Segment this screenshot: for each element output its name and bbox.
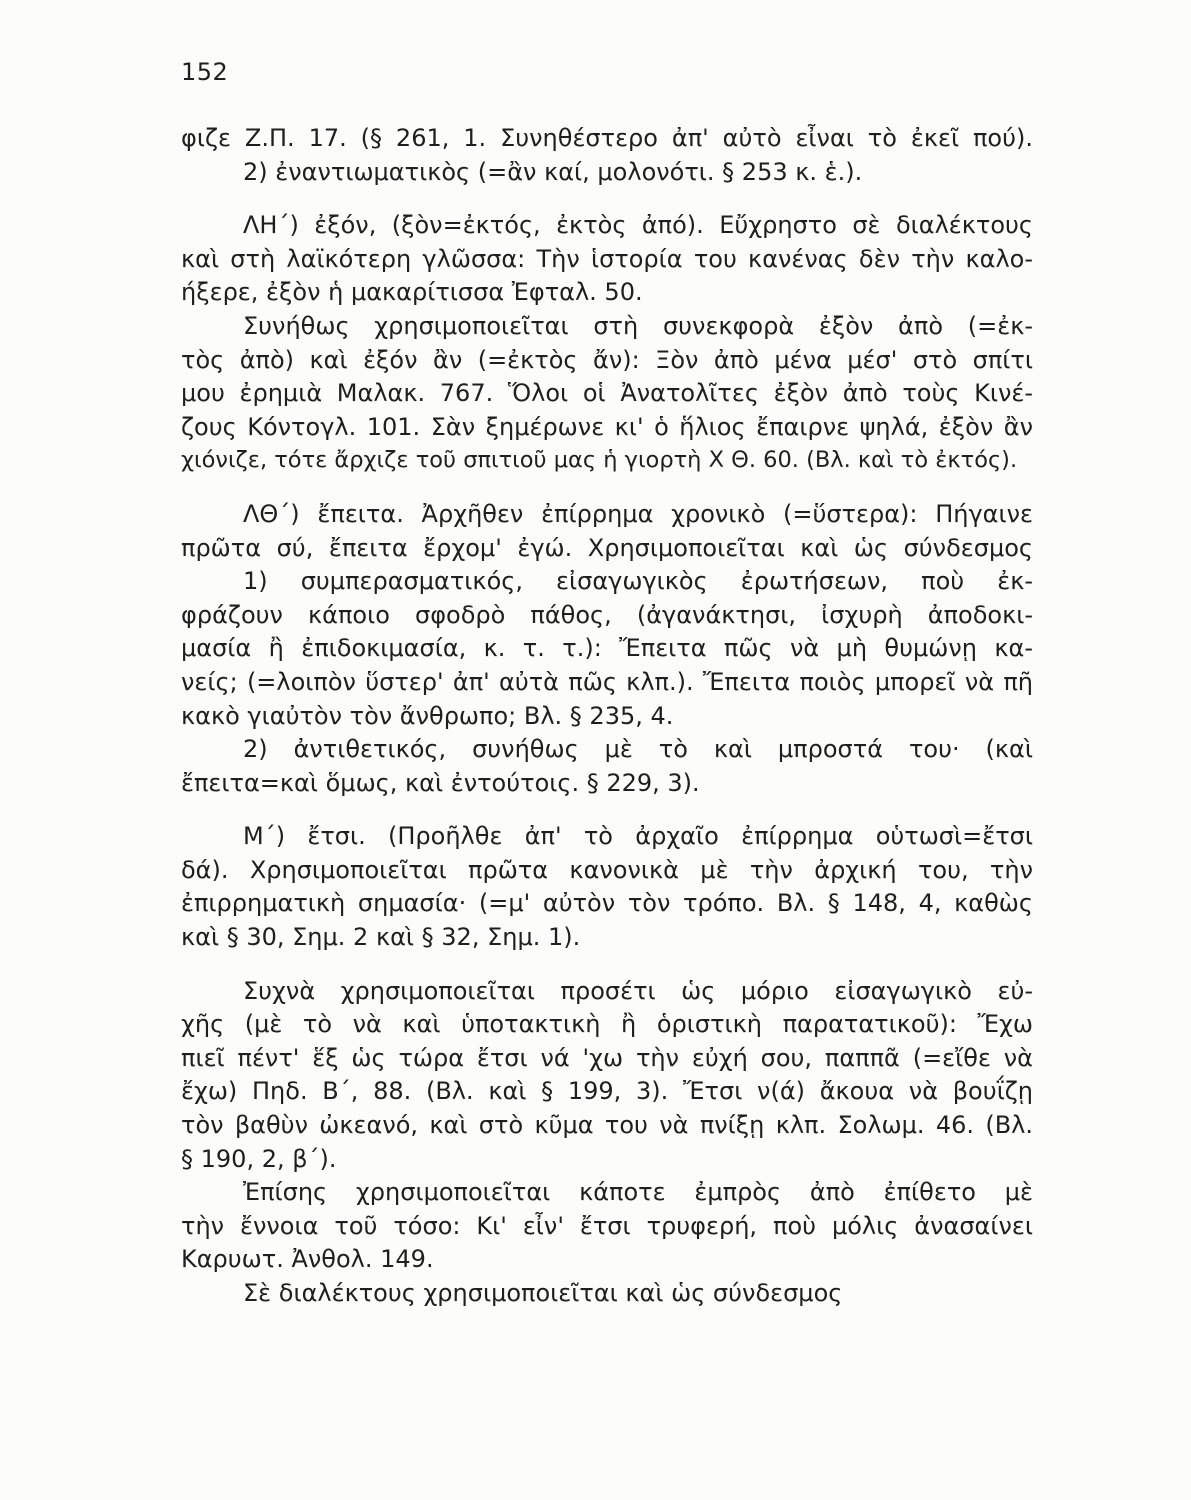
text-line: φράζουν κάποιο σφοδρὸ πάθος, (ἀγανάκτησι, ἰσχυρὴ ἀποδοκι- (181, 600, 1033, 629)
text-line: μασία ἢ ἐπιδοκιμασία, κ. τ. τ.): Ἔπειτα πῶς νὰ μὴ θυμώνῃ κα- (181, 634, 1033, 663)
text-line: καὶ § 30, Σημ. 2 καὶ § 32, Σημ. 1). (181, 923, 581, 952)
text-line: καὶ στὴ λαϊκότερη γλῶσσα: Τὴν ἱστορία του κανένας δὲν τὴν καλο- (181, 244, 1033, 273)
text-line: ΛΗ΄) ἐξόν, (ξὸν=ἐκτός, ἐκτὸς ἀπό). Εὔχρηστο σὲ διαλέκτους (243, 211, 1033, 240)
text-line: δά). Χρησιμοποιεῖται πρῶτα κανονικὰ μὲ τὴν ἀρχική του, τὴν (181, 855, 1033, 884)
text-line: Καρυωτ. Ἀνθολ. 149. (181, 1245, 434, 1274)
text-line: 2) ἀντιθετικός, συνήθως μὲ τὸ καὶ μπροστά του· (καὶ (243, 735, 1033, 764)
text-line: τὴν ἔννοια τοῦ τόσο: Κι' εἶν' ἔτσι τρυφερή, ποὺ μόλις ἀνασαίνει (181, 1211, 1033, 1240)
text-line: τὸς ἀπὸ) καὶ ἐξόν ἂν (=ἐκτὸς ἄν): Ξὸν ἀπὸ μένα μέσ' στὸ σπίτι (181, 345, 1033, 374)
text-line: 1) συμπερασματικός, εἰσαγωγικὸς ἐρωτήσεων, ποὺ ἐκ- (243, 567, 1033, 596)
text-line: πιεῖ πέντ' ἕξ ὡς τώρα ἔτσι νά 'χω τὴν εὐχή σου, παππᾶ (=εἴθε νὰ (181, 1043, 1033, 1072)
text-line: ήξερε, ἐξὸν ἡ μακαρίτισσα Ἐφταλ. 50. (181, 278, 643, 307)
text-line: μου ἐρημιὰ Μαλακ. 767. Ὅλοι οἱ Ἀνατολῖτες ἐξὸν ἀπὸ τοὺς Κινέ- (181, 379, 1033, 408)
text-line: νείς; (=λοιπὸν ὕστερ' ἀπ' αὐτὰ πῶς κλπ.). Ἔπειτα ποιὸς μπορεῖ νὰ πῆ (181, 667, 1033, 696)
text-line: Μ΄) ἔτσι. (Προῆλθε ἀπ' τὸ ἀρχαῖο ἐπίρρημα οὑτωσὶ=ἔτσι (243, 822, 1033, 851)
text-line: 2) ἐναντιωματικὸς (=ἂν καί, μολονότι. § 253 κ. ἑ.). (243, 157, 863, 186)
text-line: § 190, 2, β΄). (181, 1144, 337, 1173)
text-line: Σὲ διαλέκτους χρησιμοποιεῖται καὶ ὡς σύνδεσμος (243, 1279, 843, 1307)
text-line: ζους Κόντογλ. 101. Σὰν ξημέρωνε κι' ὁ ἥλιος ἔπαιρνε ψηλά, ἐξὸν ἂν (181, 412, 1033, 441)
text-line: κακὸ γιαὐτὸν τὸν ἄνθρωπο; Βλ. § 235, 4. (181, 701, 674, 730)
text-line: τὸν βαθὺν ὠκεανό, καὶ στὸ κῦμα του νὰ πνίξῃ κλπ. Σολωμ. 46. (Βλ. (181, 1111, 1033, 1140)
body-text (181, 122, 1033, 1311)
text-line: χιόνιζε, τότε ἄρχιζε τοῦ σπιτιοῦ μας ἡ γιορτὴ Χ Θ. 60. (Βλ. καὶ τὸ ἐκτός). (181, 447, 1018, 474)
text-line: Συχνὰ χρησιμοποιεῖται προσέτι ὡς μόριο εἰσαγωγικὸ εὐ- (243, 976, 1033, 1005)
text-line: ἐπιρρηματικὴ σημασία· (=μ' αὐτὸν τὸν τρόπο. Βλ. § 148, 4, καθὼς (181, 889, 1033, 918)
text-line: Ἐπίσης χρησιμοποιεῖται κάποτε ἐμπρὸς ἀπὸ ἐπίθετο μὲ (243, 1178, 1033, 1207)
text-line: Συνήθως χρησιμοποιεῖται στὴ συνεκφορὰ ἐξὸν ἀπὸ (=ἐκ- (243, 311, 1033, 340)
page-number: 152 (181, 58, 229, 86)
text-line: ΛΘ΄) ἔπειτα. Ἀρχῆθεν ἐπίρρημα χρονικὸ (=ὕστερα): Πήγαινε (243, 499, 1033, 528)
text-line: πρῶτα σύ, ἔπειτα ἔρχομ' ἐγώ. Χρησιμοποιεῖται καὶ ὡς σύνδεσμος (181, 533, 1033, 562)
text-line: χῆς (μὲ τὸ νὰ καὶ ὑποτακτικὴ ἢ ὁριστικὴ παρατατικοῦ): Ἔχω (181, 1010, 1033, 1039)
text-line: φιζε Ζ.Π. 17. (§ 261, 1. Συνηθέστερο ἀπ' αὐτὸ εἶναι τὸ ἐκεῖ πού). (181, 124, 1033, 152)
text-line: ἔπειτα=καὶ ὅμως, καὶ ἐντούτοις. § 229, 3). (181, 768, 700, 797)
text-line: ἔχω) Πηδ. Β΄, 88. (Βλ. καὶ § 199, 3). Ἔτσι ν(ά) ἄκουα νὰ βουΐζῃ (181, 1077, 1033, 1106)
